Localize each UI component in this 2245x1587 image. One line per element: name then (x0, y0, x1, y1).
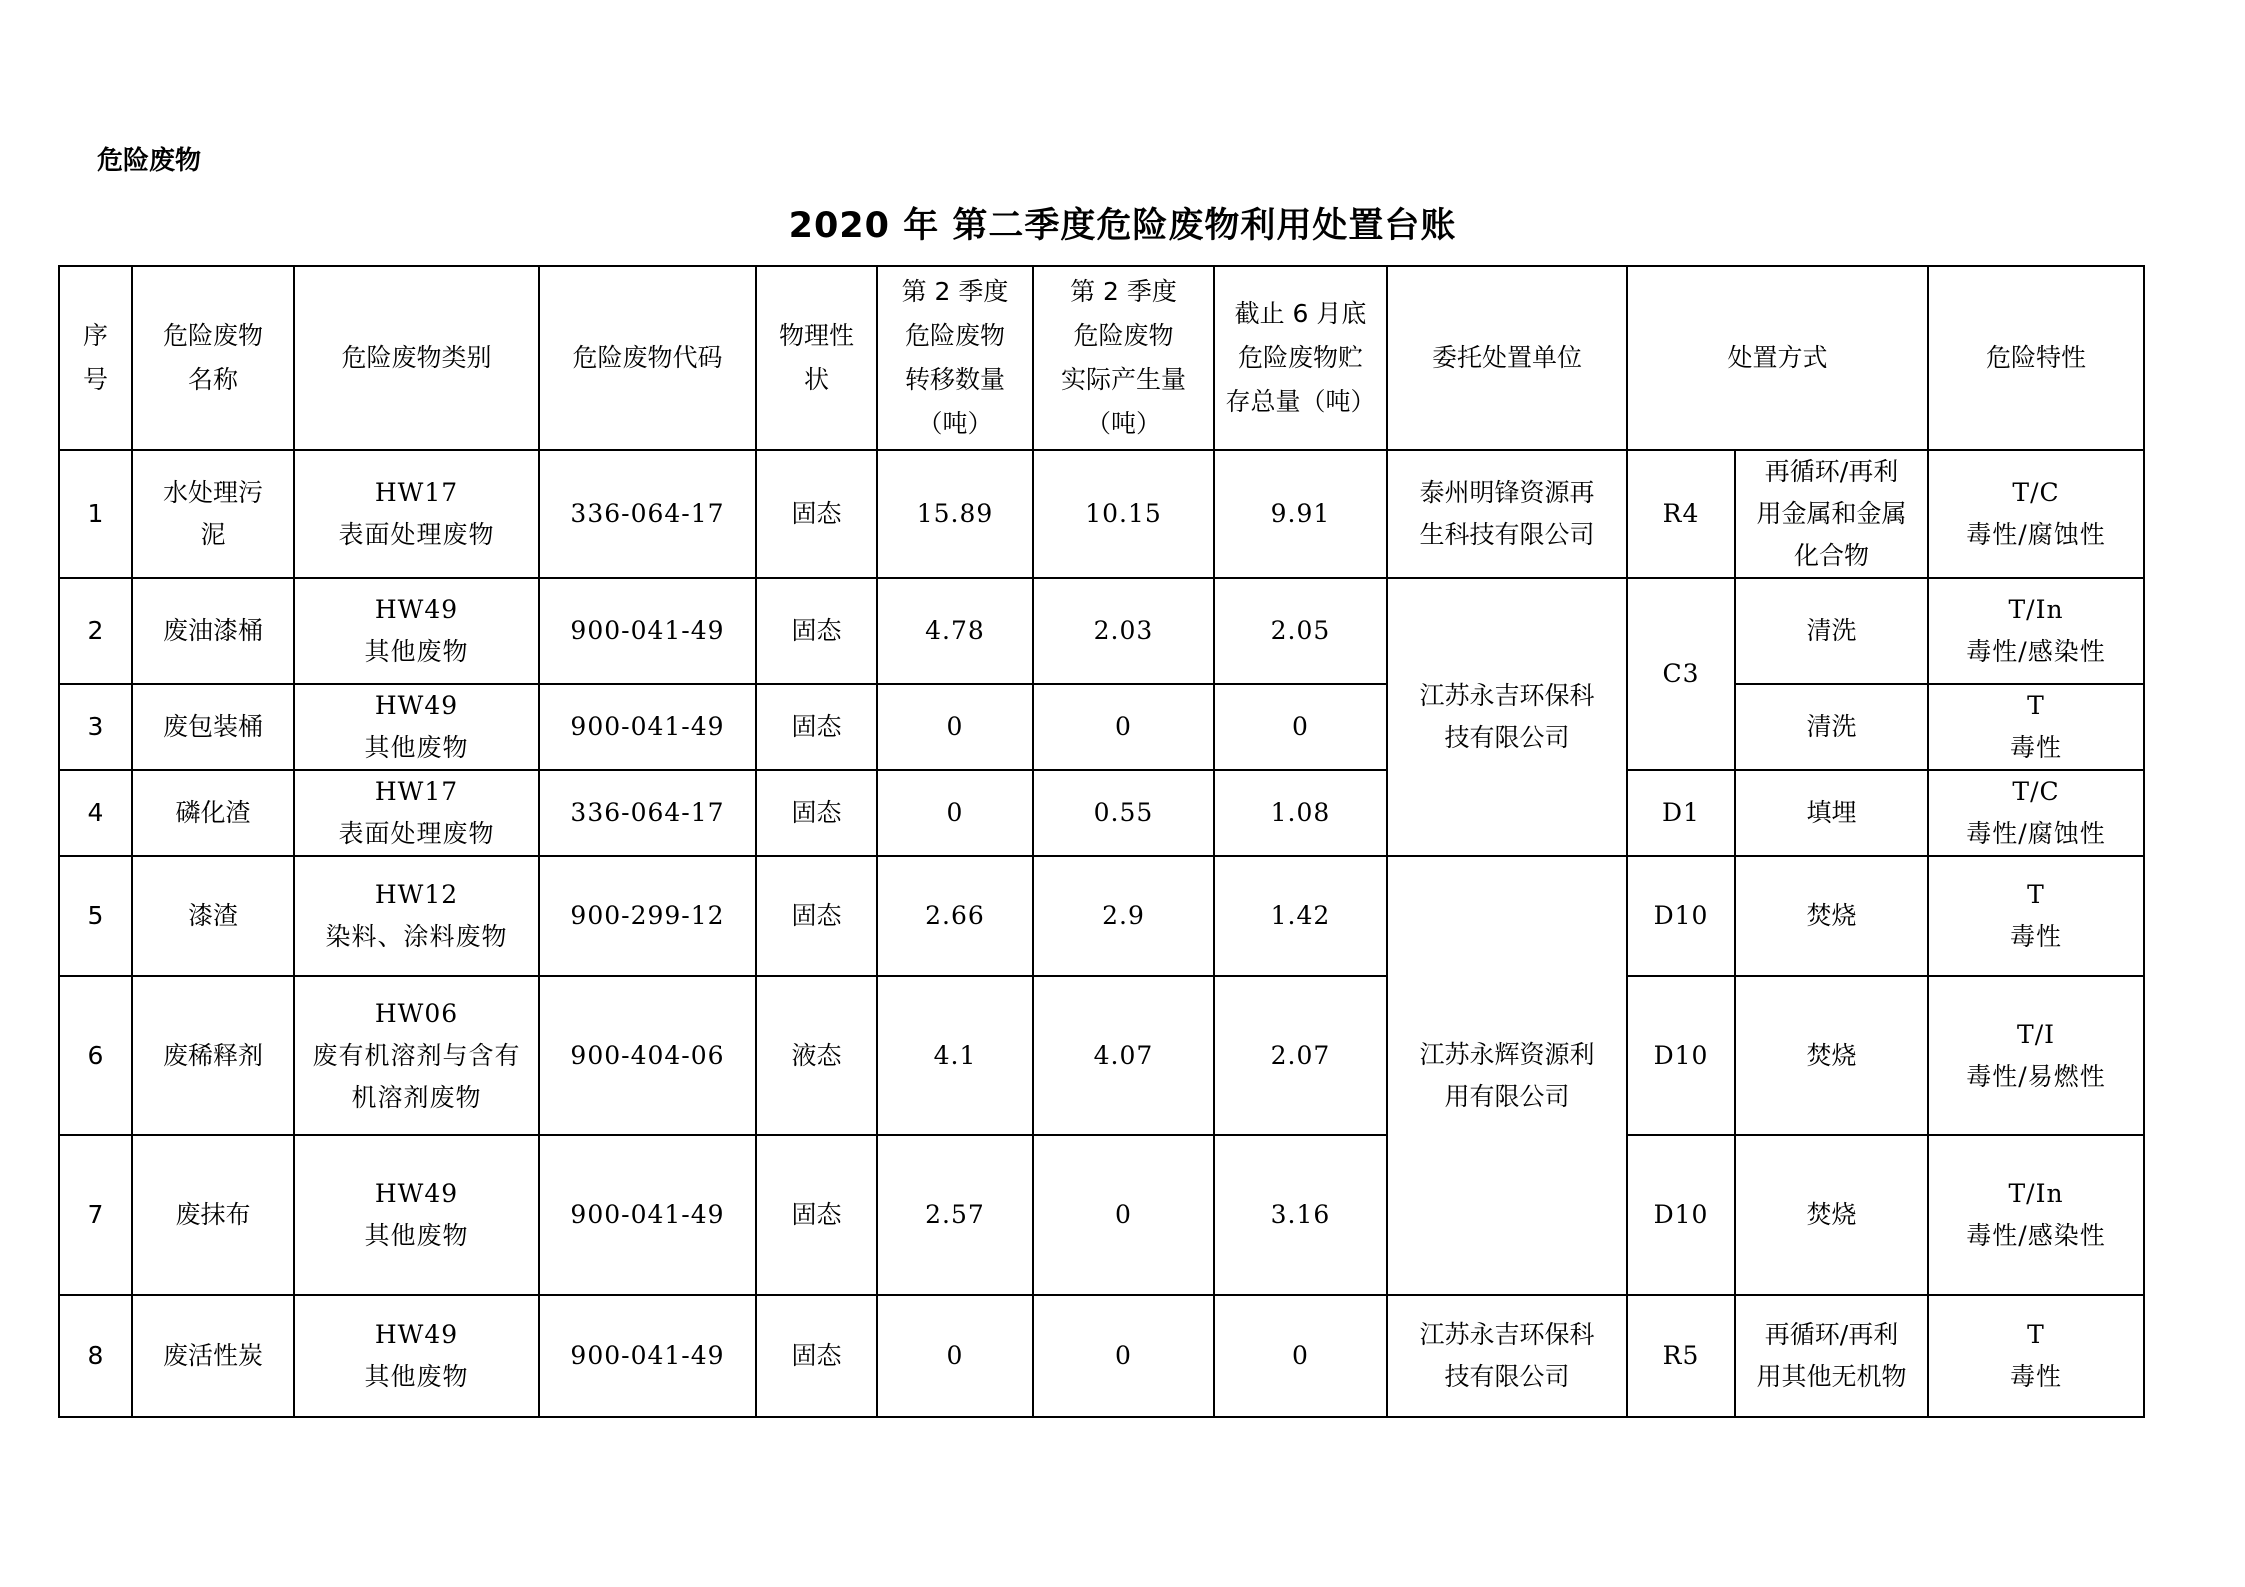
cell-name: 废包装桶 (132, 684, 294, 770)
cell-seq: 1 (59, 450, 132, 578)
cell-transfer-qty: 4.1 (877, 976, 1033, 1135)
cell-category: HW49 其他废物 (294, 1135, 539, 1295)
cell-method-desc: 再循环/再利 用其他无机物 (1735, 1295, 1928, 1417)
cell-actual-qty: 10.15 (1033, 450, 1214, 578)
cell-code: 900-404-06 (539, 976, 756, 1135)
cell-hazard: T/I 毒性/易燃性 (1928, 976, 2144, 1135)
cell-name: 漆渣 (132, 856, 294, 976)
cell-method-desc: 再循环/再利 用金属和金属 化合物 (1735, 450, 1928, 578)
cell-storage-total: 3.16 (1214, 1135, 1387, 1295)
cell-actual-qty: 0 (1033, 1295, 1214, 1417)
col-header-hazard: 危险特性 (1928, 266, 2144, 450)
cell-state: 固态 (756, 1295, 877, 1417)
table-row (59, 578, 2144, 684)
table-row (59, 770, 2144, 856)
cell-method-desc: 焚烧 (1735, 856, 1928, 976)
document-title: 2020 年 第二季度危险废物利用处置台账 (788, 206, 1457, 246)
cell-transfer-qty: 0 (877, 1295, 1033, 1417)
cell-actual-qty: 0 (1033, 684, 1214, 770)
cell-name: 水处理污 泥 (132, 450, 294, 578)
cell-method-code: D1 (1627, 770, 1735, 856)
cell-disposal-unit: 泰州明锋资源再 生科技有限公司 (1387, 450, 1627, 578)
table-row (59, 856, 2144, 976)
col-header-code: 危险废物代码 (539, 266, 756, 450)
cell-category: HW49 其他废物 (294, 1295, 539, 1417)
col-header-state: 物理性 状 (756, 266, 877, 450)
hazardous-waste-ledger-table (58, 265, 2145, 1418)
cell-transfer-qty: 2.66 (877, 856, 1033, 976)
cell-method-code: D10 (1627, 976, 1735, 1135)
cell-code: 900-299-12 (539, 856, 756, 976)
cell-storage-total: 9.91 (1214, 450, 1387, 578)
cell-seq: 7 (59, 1135, 132, 1295)
cell-seq: 4 (59, 770, 132, 856)
col-header-disposal-unit: 委托处置单位 (1387, 266, 1627, 450)
cell-actual-qty: 2.9 (1033, 856, 1214, 976)
cell-actual-qty: 2.03 (1033, 578, 1214, 684)
col-header-transfer-qty: 第 2 季度 危险废物 转移数量 （吨） (877, 266, 1033, 450)
cell-code: 900-041-49 (539, 578, 756, 684)
cell-disposal-unit: 江苏永吉环保科 技有限公司 (1387, 1295, 1627, 1417)
cell-storage-total: 2.07 (1214, 976, 1387, 1135)
cell-hazard: T/C 毒性/腐蚀性 (1928, 450, 2144, 578)
cell-actual-qty: 0.55 (1033, 770, 1214, 856)
cell-actual-qty: 0 (1033, 1135, 1214, 1295)
header-row (59, 266, 2144, 450)
cell-disposal-unit: 江苏永辉资源利 用有限公司 (1387, 856, 1627, 1295)
cell-transfer-qty: 0 (877, 684, 1033, 770)
cell-name: 废活性炭 (132, 1295, 294, 1417)
cell-storage-total: 2.05 (1214, 578, 1387, 684)
cell-hazard: T 毒性 (1928, 856, 2144, 976)
col-header-storage-total: 截止 6 月底 危险废物贮 存总量（吨） (1214, 266, 1387, 450)
cell-category: HW06 废有机溶剂与含有 机溶剂废物 (294, 976, 539, 1135)
section-label: 危险废物 (97, 146, 202, 176)
cell-transfer-qty: 0 (877, 770, 1033, 856)
cell-transfer-qty: 4.78 (877, 578, 1033, 684)
cell-method-desc: 填埋 (1735, 770, 1928, 856)
cell-name: 废抹布 (132, 1135, 294, 1295)
cell-state: 固态 (756, 856, 877, 976)
cell-name: 磷化渣 (132, 770, 294, 856)
cell-name: 废油漆桶 (132, 578, 294, 684)
cell-state: 固态 (756, 578, 877, 684)
cell-seq: 8 (59, 1295, 132, 1417)
cell-category: HW49 其他废物 (294, 578, 539, 684)
col-header-actual-qty: 第 2 季度 危险废物 实际产生量 （吨） (1033, 266, 1214, 450)
cell-category: HW17 表面处理废物 (294, 450, 539, 578)
cell-seq: 2 (59, 578, 132, 684)
cell-category: HW17 表面处理废物 (294, 770, 539, 856)
col-header-seq: 序 号 (59, 266, 132, 450)
table-row (59, 1135, 2144, 1295)
cell-transfer-qty: 15.89 (877, 450, 1033, 578)
cell-method-code: D10 (1627, 856, 1735, 976)
cell-state: 液态 (756, 976, 877, 1135)
col-header-category: 危险废物类别 (294, 266, 539, 450)
cell-seq: 3 (59, 684, 132, 770)
cell-state: 固态 (756, 450, 877, 578)
cell-hazard: T/In 毒性/感染性 (1928, 1135, 2144, 1295)
cell-seq: 5 (59, 856, 132, 976)
col-header-disposal-method: 处置方式 (1627, 266, 1928, 450)
cell-storage-total: 0 (1214, 1295, 1387, 1417)
col-header-name: 危险废物 名称 (132, 266, 294, 450)
cell-method-code: D10 (1627, 1135, 1735, 1295)
cell-disposal-unit: 江苏永吉环保科 技有限公司 (1387, 578, 1627, 856)
cell-method-desc: 清洗 (1735, 578, 1928, 684)
cell-code: 900-041-49 (539, 684, 756, 770)
cell-code: 336-064-17 (539, 450, 756, 578)
cell-transfer-qty: 2.57 (877, 1135, 1033, 1295)
cell-hazard: T/C 毒性/腐蚀性 (1928, 770, 2144, 856)
cell-hazard: T 毒性 (1928, 1295, 2144, 1417)
cell-hazard: T/In 毒性/感染性 (1928, 578, 2144, 684)
cell-code: 900-041-49 (539, 1295, 756, 1417)
cell-storage-total: 0 (1214, 684, 1387, 770)
cell-code: 900-041-49 (539, 1135, 756, 1295)
cell-state: 固态 (756, 770, 877, 856)
cell-method-code: R5 (1627, 1295, 1735, 1417)
cell-method-desc: 清洗 (1735, 684, 1928, 770)
cell-method-code: R4 (1627, 450, 1735, 578)
cell-state: 固态 (756, 1135, 877, 1295)
cell-hazard: T 毒性 (1928, 684, 2144, 770)
table-row (59, 450, 2144, 578)
cell-method-desc: 焚烧 (1735, 976, 1928, 1135)
table-row (59, 1295, 2144, 1417)
cell-actual-qty: 4.07 (1033, 976, 1214, 1135)
cell-storage-total: 1.42 (1214, 856, 1387, 976)
cell-method-code: C3 (1627, 578, 1735, 770)
cell-state: 固态 (756, 684, 877, 770)
cell-method-desc: 焚烧 (1735, 1135, 1928, 1295)
cell-storage-total: 1.08 (1214, 770, 1387, 856)
table-row (59, 976, 2144, 1135)
cell-seq: 6 (59, 976, 132, 1135)
table-row (59, 684, 2144, 770)
cell-name: 废稀释剂 (132, 976, 294, 1135)
cell-category: HW49 其他废物 (294, 684, 539, 770)
cell-code: 336-064-17 (539, 770, 756, 856)
cell-category: HW12 染料、涂料废物 (294, 856, 539, 976)
